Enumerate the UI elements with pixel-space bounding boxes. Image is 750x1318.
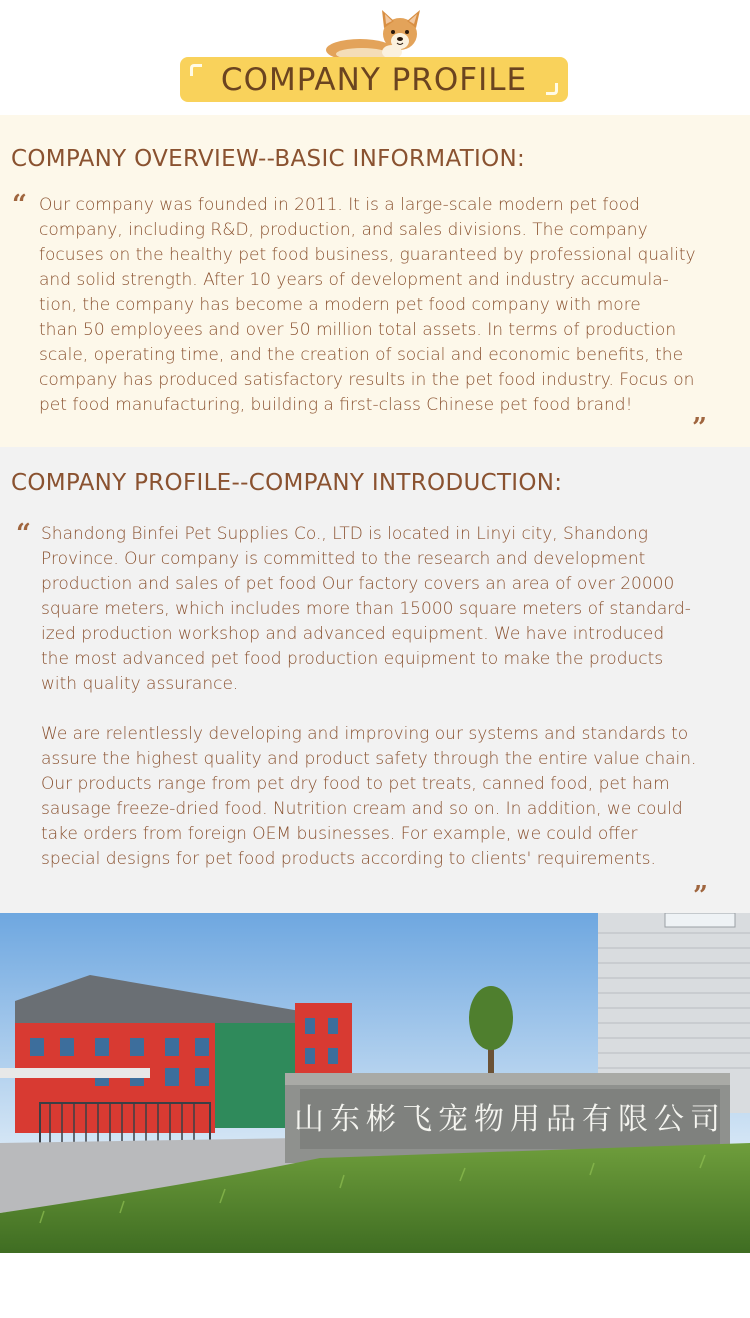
open-quote-icon: “ xyxy=(12,190,27,220)
introduction-paragraph-2 xyxy=(41,722,711,872)
factory-illustration xyxy=(0,913,750,1253)
text-line: special designs for pet food products according to clients' requirements. xyxy=(41,849,656,869)
page-title: COMPANY PROFILE xyxy=(220,61,528,98)
text-line: assure the highest quality and product safety through the entire value chain. xyxy=(41,749,697,769)
text-line: square meters, which includes more than 15000 square meters of standard- xyxy=(41,599,691,619)
overview-paragraph xyxy=(39,193,711,418)
introduction-paragraph-1 xyxy=(41,522,711,697)
close-quote-icon: ” xyxy=(693,881,708,911)
text-line: Shandong Binfei Pet Supplies Co., LTD is located in Linyi city, Shandong xyxy=(41,524,648,544)
text-line: focuses on the healthy pet food business, guaranteed by professional quality xyxy=(39,245,696,265)
text-line: pet food manufacturing, building a first-class Chinese pet food brand! xyxy=(39,395,633,415)
corgi-dog-icon xyxy=(322,8,432,60)
text-line: the most advanced pet food production equipment to make the products xyxy=(41,649,664,669)
company-profile-banner xyxy=(180,57,568,102)
text-line: Our products range from pet dry food to pet treats, canned food, pet ham xyxy=(41,774,670,794)
text-line: tion, the company has become a modern pet food company with more xyxy=(39,295,641,315)
text-line: We are relentlessly developing and improving our systems and standards to xyxy=(41,724,689,744)
footer-space xyxy=(0,1253,750,1318)
factory-photo xyxy=(0,913,750,1253)
overview-title: COMPANY OVERVIEW--BASIC INFORMATION: xyxy=(11,146,526,172)
text-line: ized production workshop and advanced equipment. We have introduced xyxy=(41,624,665,644)
text-line: company has produced satisfactory results in the pet food industry. Focus on xyxy=(39,370,695,390)
close-quote-icon: ” xyxy=(692,413,707,443)
text-line: company, including R&D, production, and sales divisions. The company xyxy=(39,220,648,240)
text-line: sausage freeze-dried food. Nutrition cream and so on. In addition, we could xyxy=(41,799,683,819)
factory-sign-text: 山东彬飞宠物用品有限公司 xyxy=(294,1102,726,1137)
text-line: Province. Our company is committed to the research and development xyxy=(41,549,646,569)
open-quote-icon: “ xyxy=(16,519,31,549)
header xyxy=(0,0,750,115)
overview-section xyxy=(0,115,750,447)
text-line: and solid strength. After 10 years of development and industry accumula- xyxy=(39,270,669,290)
text-line: than 50 employees and over 50 million total assets. In terms of production xyxy=(39,320,677,340)
introduction-section xyxy=(0,447,750,913)
text-line: scale, operating time, and the creation of social and economic benefits, the xyxy=(39,345,684,365)
text-line: production and sales of pet food Our factory covers an area of over 20000 xyxy=(41,574,675,594)
banner-corner-decoration xyxy=(190,64,202,76)
text-line: with quality assurance. xyxy=(41,674,239,694)
text-line: Our company was founded in 2011. It is a large-scale modern pet food xyxy=(39,195,640,215)
introduction-title: COMPANY PROFILE--COMPANY INTRODUCTION: xyxy=(11,470,563,496)
banner-corner-decoration xyxy=(546,83,558,95)
text-line: take orders from foreign OEM businesses. For example, we could offer xyxy=(41,824,638,844)
